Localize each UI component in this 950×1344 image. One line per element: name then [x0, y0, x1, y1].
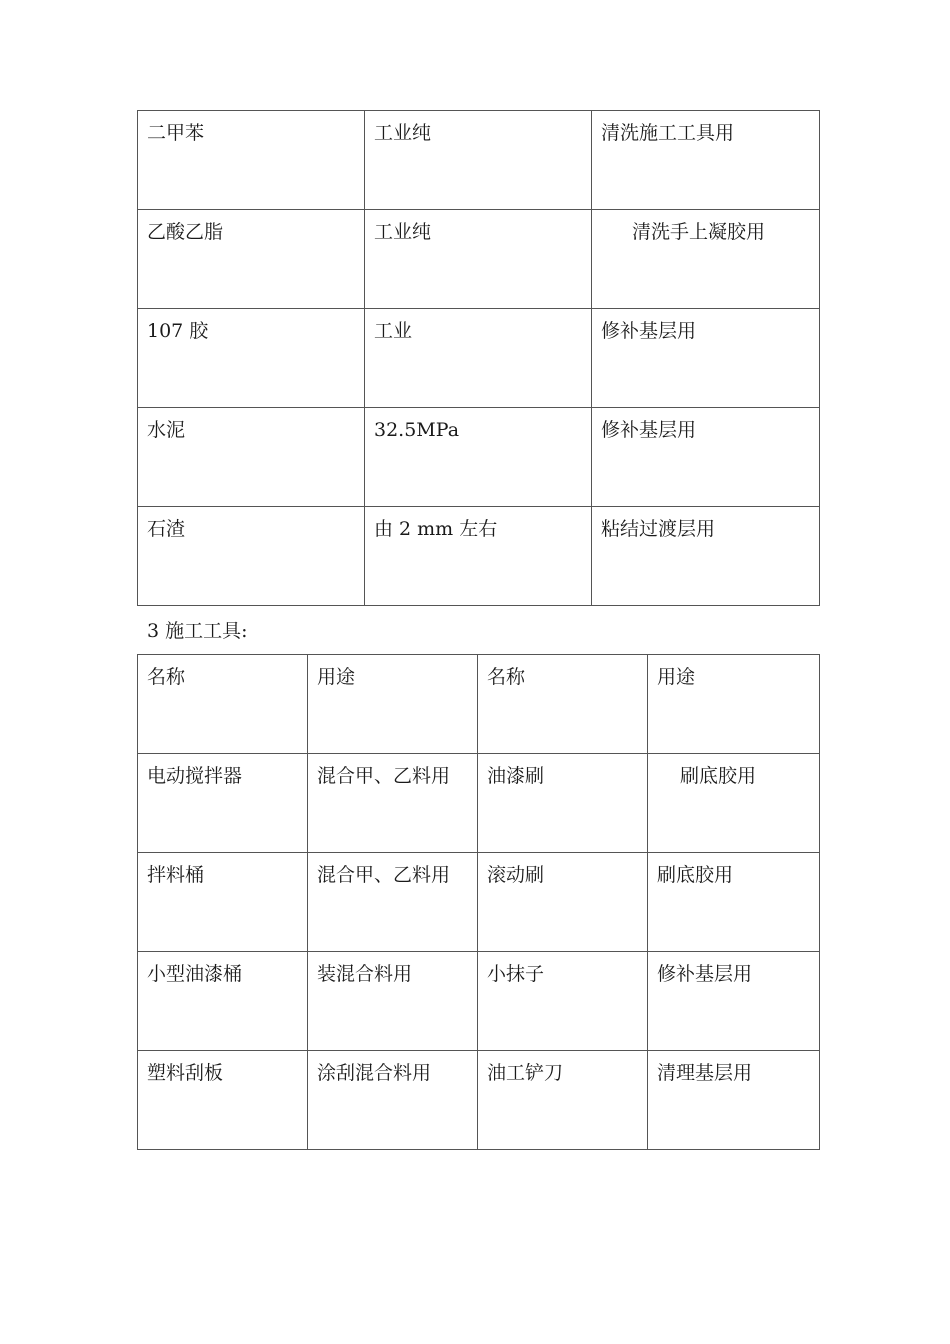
material-spec: 由 2 mm 左右 [374, 518, 498, 540]
table-cell [365, 309, 592, 408]
table-cell [365, 408, 592, 507]
column-header: 名称 [487, 666, 526, 688]
table-cell [648, 952, 820, 1051]
table-cell [478, 754, 648, 853]
table-header-row [138, 655, 820, 754]
table-cell [592, 210, 820, 309]
table-cell [648, 1051, 820, 1150]
tool-usage: 混合甲、乙料用 [317, 765, 451, 787]
material-usage: 清洗施工工具用 [601, 122, 735, 144]
table-cell [138, 210, 365, 309]
table-cell [138, 408, 365, 507]
table-row [138, 111, 820, 210]
material-usage: 修补基层用 [601, 320, 697, 342]
table-row [138, 754, 820, 853]
table-cell [138, 1051, 308, 1150]
material-usage: 清洗手上凝胶用 [632, 221, 766, 243]
table-cell [478, 1051, 648, 1150]
material-name: 水泥 [147, 419, 186, 441]
column-header: 用途 [317, 666, 356, 688]
tool-usage: 混合甲、乙料用 [317, 864, 451, 886]
table-header-cell [478, 655, 648, 754]
table-cell [648, 853, 820, 952]
table-row [138, 1051, 820, 1150]
material-name: 乙酸乙脂 [147, 221, 224, 243]
table-cell [308, 1051, 478, 1150]
material-name: 二甲苯 [147, 122, 205, 144]
table-cell [478, 952, 648, 1051]
materials-table [137, 110, 820, 606]
tool-usage: 刷底胶用 [657, 864, 734, 886]
table-header-cell [308, 655, 478, 754]
table-cell [592, 111, 820, 210]
tool-usage: 装混合料用 [317, 963, 413, 985]
table-cell [592, 309, 820, 408]
tool-usage: 涂刮混合料用 [317, 1062, 432, 1084]
table-cell [308, 853, 478, 952]
tool-name: 小抹子 [487, 963, 545, 985]
table-cell [592, 408, 820, 507]
table-cell [138, 754, 308, 853]
table-cell [478, 853, 648, 952]
column-header: 名称 [147, 666, 186, 688]
material-spec: 工业 [374, 320, 413, 342]
table-cell [138, 309, 365, 408]
table-header-cell [138, 655, 308, 754]
tool-name: 滚动刷 [487, 864, 545, 886]
tool-name: 塑料刮板 [147, 1062, 224, 1084]
tools-section-heading: 3 施工工具: [147, 620, 248, 642]
tool-name: 小型油漆桶 [147, 963, 243, 985]
table-row [138, 309, 820, 408]
table-cell [308, 952, 478, 1051]
table-cell [365, 210, 592, 309]
table-row [138, 507, 820, 606]
material-spec: 32.5MPa [374, 419, 460, 441]
table-cell [308, 754, 478, 853]
table-cell [138, 507, 365, 606]
table-row [138, 952, 820, 1051]
tool-usage: 刷底胶用 [680, 765, 757, 787]
material-spec: 工业纯 [374, 221, 432, 243]
table-cell [138, 952, 308, 1051]
tool-name: 油漆刷 [487, 765, 545, 787]
table-cell [138, 111, 365, 210]
tool-usage: 修补基层用 [657, 963, 753, 985]
table-cell [365, 111, 592, 210]
material-spec: 工业纯 [374, 122, 432, 144]
table-cell [365, 507, 592, 606]
tool-name: 油工铲刀 [487, 1062, 564, 1084]
tool-name: 拌料桶 [147, 864, 205, 886]
tool-usage: 清理基层用 [657, 1062, 753, 1084]
table-row [138, 210, 820, 309]
table-header-cell [648, 655, 820, 754]
material-usage: 修补基层用 [601, 419, 697, 441]
table-cell [648, 754, 820, 853]
table-row [138, 853, 820, 952]
table-cell [592, 507, 820, 606]
material-name: 石渣 [147, 518, 186, 540]
table-row [138, 408, 820, 507]
column-header: 用途 [657, 666, 696, 688]
material-usage: 粘结过渡层用 [601, 518, 716, 540]
table-cell [138, 853, 308, 952]
tools-table [137, 654, 820, 1150]
tool-name: 电动搅拌器 [147, 765, 243, 787]
material-name: 107 胶 [147, 320, 209, 342]
